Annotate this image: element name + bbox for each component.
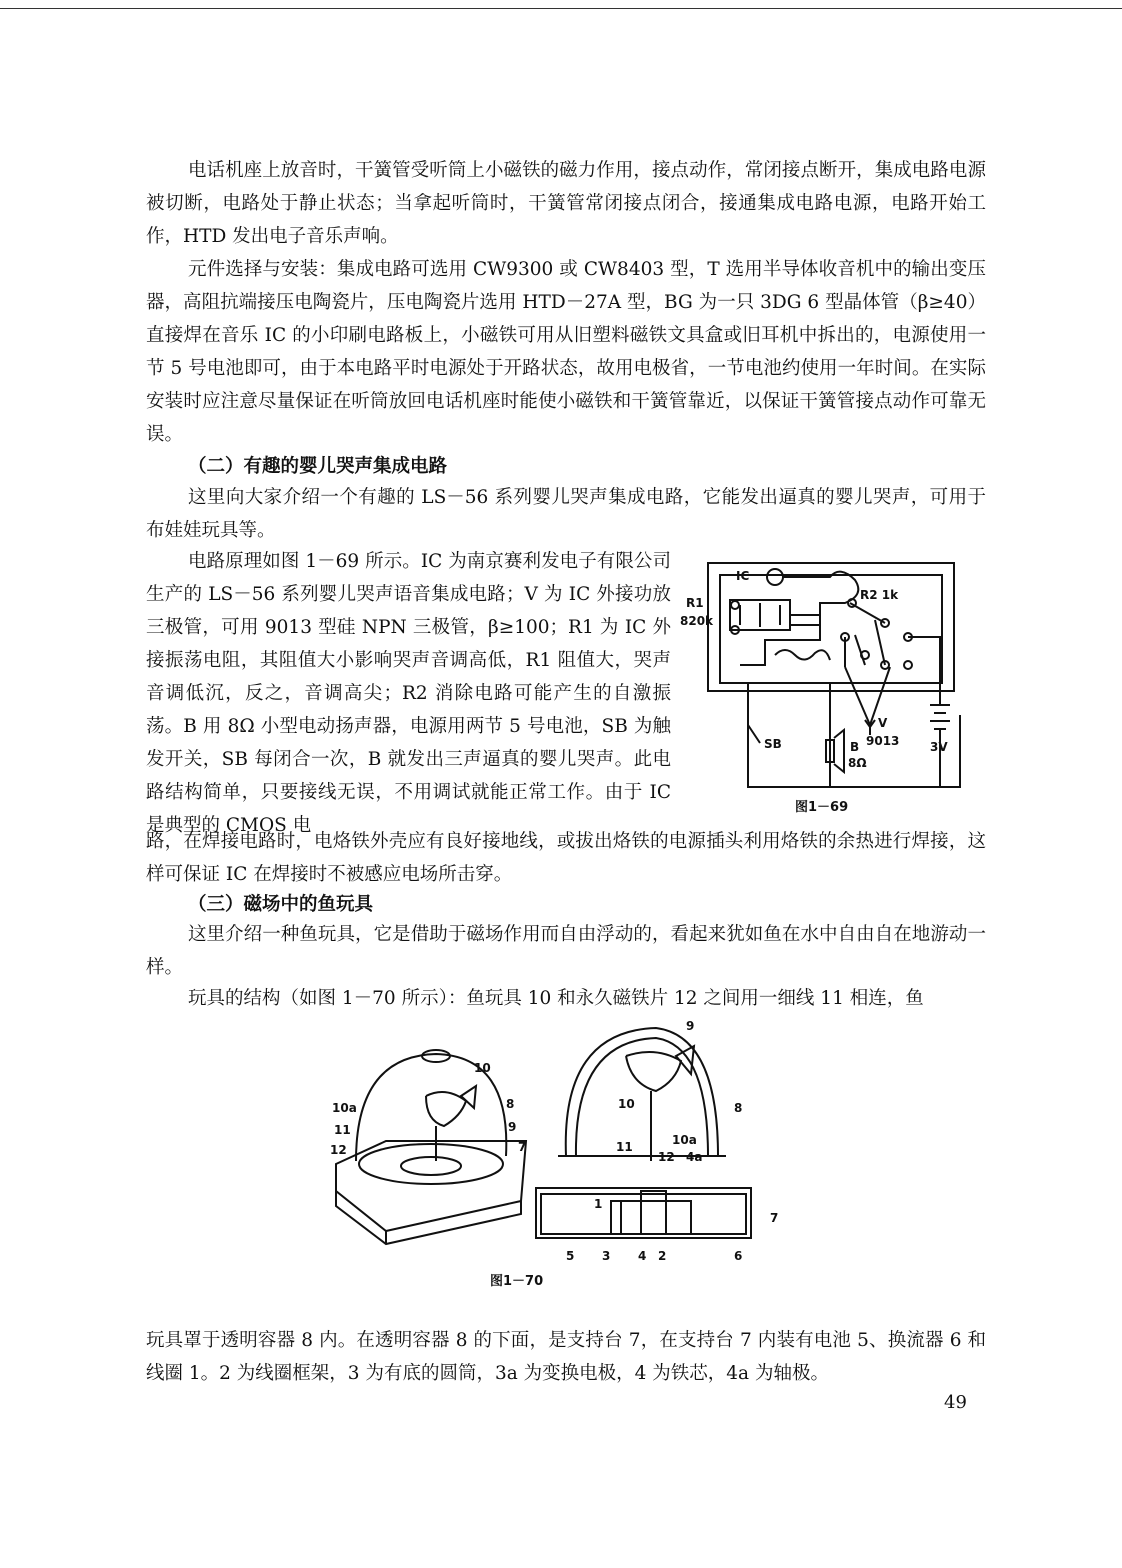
- paragraph-component-selection: 元件选择与安装：集成电路可选用 CW9300 或 CW8403 型，T 选用半导体收音机中的输出变压器，高阻抗端接压电陶瓷片，压电陶瓷片选用 HTD－27A 型，BG 为一只 3DG 6 型晶体管（β≥40）直接焊在音乐 IC 的小印刷电路板上，小磁铁可用从旧塑料磁铁文具盒或旧耳机中拆出的，电源使用一节 5 号电池即可，由于本电路平时电源处于开路状态，故用电极省，一节电池约使用一年时间。在实际安装时应注意尽量保证在听筒放回电话机座时能使小磁铁和干簧管靠近，以保证干簧管接点动作可靠无误。: [146, 259, 986, 445]
- fig70-right-label-4: 4: [638, 1249, 647, 1263]
- label-r1-value: 820k: [680, 614, 714, 628]
- fig70-left-label-11: 11: [334, 1123, 351, 1137]
- fig70-right-label-2: 2: [658, 1249, 667, 1263]
- fig70-right-label-3: 3: [602, 1249, 611, 1263]
- fig70-right-label-11: 11: [616, 1140, 633, 1154]
- paragraph-phone-circuit: 电话机座上放音时，干簧管受听筒上小磁铁的磁力作用，接点动作，常闭接点断开，集成电路电源被切断，电路处于静止状态；当拿起听筒时，干簧管常闭接点闭合，接通集成电路电源，电路开始工作，HTD 发出电子音乐声响。: [146, 160, 986, 247]
- section-heading-fish-toy: （三）磁场中的鱼玩具: [188, 894, 374, 915]
- label-r1: R1: [686, 596, 704, 610]
- paragraph-baby-cry-principle: 电路原理如图 1－69 所示。IC 为南京赛利发电子有限公司生产的 LS－56 系列婴儿哭声语音集成电路；V 为 IC 外接功放三极管，可用 9013 型硅 NPN 三极管，β≥100；R1 为 IC 外接振荡电阻，其阻值大小影响哭声音调高低，R1 阻值大，哭声音调低沉，反之，音调高尖；R2 消除电路可能产生的自激振荡。B 用 8Ω 小型电动扬声器，电源用两节 5 号电池，SB 为触发开关，SB 每闭合一次，B 就发出三声逼真的婴儿哭声。此电路结构简单，只要接线无误，不用调试就能正常工作。由于 IC 是典型的 CMOS 电: [146, 551, 671, 836]
- fig70-left-label-9: 9: [508, 1120, 517, 1134]
- fig70-right-label-10a: 10a: [672, 1133, 697, 1147]
- label-ic: IC: [736, 569, 750, 583]
- fig70-left-label-12: 12: [330, 1143, 347, 1157]
- page-number: 49: [944, 1392, 967, 1413]
- fig70-right-label-7: 7: [770, 1211, 779, 1225]
- fig70-left-label-8: 8: [506, 1097, 515, 1111]
- caption-fig70: 图1－70: [490, 1274, 544, 1289]
- fig70-left-label-7: 7: [518, 1140, 527, 1154]
- label-transistor-model: 9013: [866, 734, 900, 748]
- paragraph-fish-toy-container: 玩具罩于透明容器 8 内。在透明容器 8 的下面，是支持台 7，在支持台 7 内装有电池 5、换流器 6 和线圈 1。2 为线圈框架，3 为有底的圆筒，3a 为变换电极，4 为铁芯，4a 为轴极。: [146, 1330, 986, 1384]
- label-speaker-ohm: 8Ω: [848, 756, 867, 770]
- fig70-left-label-10a: 10a: [332, 1101, 357, 1115]
- scan-edge-line: [0, 8, 1122, 9]
- fig70-left-label-10: 10: [474, 1061, 491, 1075]
- paragraph-fish-toy-structure: 玩具的结构（如图 1－70 所示）：鱼玩具 10 和永久磁铁片 12 之间用一细线 11 相连，鱼: [188, 988, 924, 1009]
- fig70-right-label-12: 12: [658, 1150, 675, 1164]
- label-speaker-b: B: [850, 740, 860, 754]
- fig70-right-label-10: 10: [618, 1097, 635, 1111]
- label-transistor-v: V: [878, 716, 888, 730]
- label-switch-sb: SB: [764, 737, 782, 751]
- fig70-right-label-9: 9: [686, 1019, 695, 1033]
- fig70-right-label-5: 5: [566, 1249, 575, 1263]
- fig70-right-label-6: 6: [734, 1249, 743, 1263]
- paragraph-soldering-note: 路，在焊接电路时，电烙铁外壳应有良好接地线，或拔出烙铁的电源插头利用烙铁的余热进行焊接，这样可保证 IC 在焊接时不被感应电场所击穿。: [146, 831, 986, 885]
- fish-toy-diagram-fig70: [326, 1016, 806, 1266]
- circuit-diagram-fig69: [680, 555, 970, 800]
- paragraph-baby-cry-intro: 这里向大家介绍一个有趣的 LS－56 系列婴儿哭声集成电路，它能发出逼真的婴儿哭声，可用于布娃娃玩具等。: [146, 487, 986, 541]
- label-r2: R2 1k: [860, 588, 899, 602]
- paragraph-fish-toy-intro: 这里介绍一种鱼玩具，它是借助于磁场作用而自由浮动的，看起来犹如鱼在水中自由自在地游动一样。: [146, 924, 986, 978]
- label-battery-3v: 3V: [930, 740, 948, 754]
- fig70-right-label-4a: 4a: [686, 1150, 703, 1164]
- caption-fig69: 图1－69: [795, 800, 849, 815]
- fig70-right-label-1: 1: [594, 1197, 603, 1211]
- fig70-right-label-8: 8: [734, 1101, 743, 1115]
- section-heading-baby-cry: （二）有趣的婴儿哭声集成电路: [188, 456, 448, 477]
